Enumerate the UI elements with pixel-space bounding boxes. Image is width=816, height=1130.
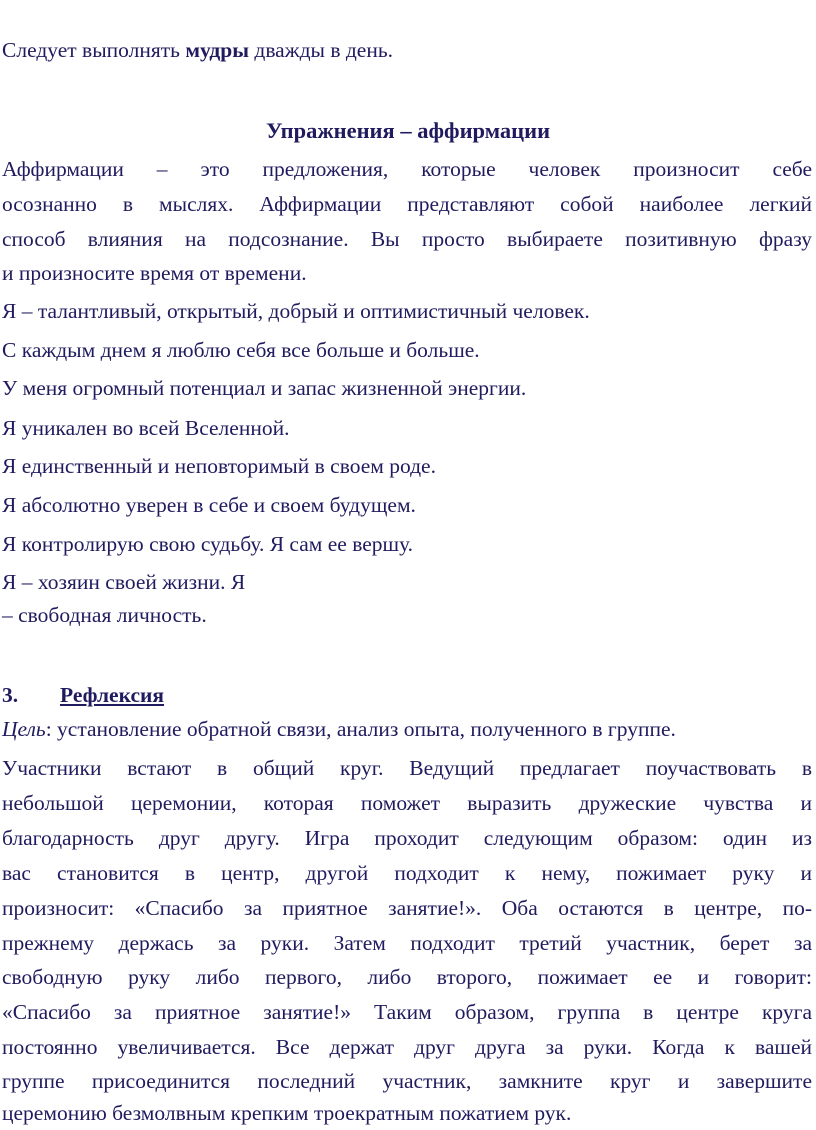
affirmation-item: – свободная личность. <box>2 603 207 627</box>
reflection-paragraph-line: Участники встают в общий круг. Ведущий предлагает поучаствовать в <box>2 756 812 780</box>
affirmations-paragraph-line: осознанно в мыслях. Аффирмации представляют собой наиболее легкий <box>2 192 812 216</box>
intro-line <box>2 40 393 62</box>
reflection-paragraph-line: прежнему держась за руки. Затем подходит третий участник, берет за <box>2 931 812 955</box>
affirmation-item: Я уникален во всей Вселенной. <box>2 416 290 440</box>
goal-text: : установление обратной связи, анализ опыта, полученного в группе. <box>45 717 676 741</box>
reflection-goal <box>2 719 676 741</box>
affirmations-paragraph-line: способ влияния на подсознание. Вы просто выбираете позитивную фразу <box>2 227 812 251</box>
intro-text-before: Следует выполнять <box>2 38 186 62</box>
affirmation-item: У меня огромный потенциал и запас жизненной энергии. <box>2 376 527 400</box>
affirmation-item: Я абсолютно уверен в себе и своем будущем. <box>2 493 416 517</box>
reflection-paragraph-line: вас становится в центр, другой подходит к нему, пожимает руку и <box>2 861 812 885</box>
reflection-paragraph-line: постоянно увеличивается. Все держат друг друга за руки. Когда к вашей <box>2 1035 812 1059</box>
affirmation-item: Я – талантливый, открытый, добрый и оптимистичный человек. <box>2 299 590 323</box>
reflection-paragraph-line: небольшой церемонии, которая поможет выразить дружеские чувства и <box>2 791 812 815</box>
affirmation-item: Я – хозяин своей жизни. Я <box>2 570 246 594</box>
reflection-paragraph-line: благодарность друг другу. Игра проходит следующим образом: один из <box>2 826 812 850</box>
intro-bold-word: мудры <box>185 38 249 62</box>
affirmation-item: С каждым днем я люблю себя все больше и больше. <box>2 338 480 362</box>
reflection-number: 3. <box>2 683 19 707</box>
reflection-paragraph-line: произносит: «Спасибо за приятное занятие!». Оба остаются в центре, по- <box>2 896 812 920</box>
affirmation-item: Я контролирую свою судьбу. Я сам ее вершу. <box>2 532 414 556</box>
affirmations-paragraph-line: Аффирмации – это предложения, которые человек произносит себе <box>2 157 812 181</box>
reflection-title: Рефлексия <box>60 683 165 707</box>
goal-label: Цель <box>2 717 46 741</box>
reflection-paragraph-line: церемонию безмолвным крепким троекратным пожатием рук. <box>2 1101 572 1125</box>
affirmations-title: Упражнения – аффирмации <box>265 118 551 143</box>
reflection-paragraph-line: группе присоединится последний участник, замкните круг и завершите <box>2 1069 812 1093</box>
reflection-heading <box>2 685 164 707</box>
affirmation-item: Я единственный и неповторимый в своем роде. <box>2 454 436 478</box>
reflection-paragraph-line: «Спасибо за приятное занятие!» Таким образом, группа в центре круга <box>2 1000 812 1024</box>
affirmations-paragraph-line: и произносите время от времени. <box>2 261 307 285</box>
reflection-paragraph-line: свободную руку либо первого, либо второго, пожимает ее и говорит: <box>2 965 812 989</box>
intro-text-after: дважды в день. <box>249 38 394 62</box>
